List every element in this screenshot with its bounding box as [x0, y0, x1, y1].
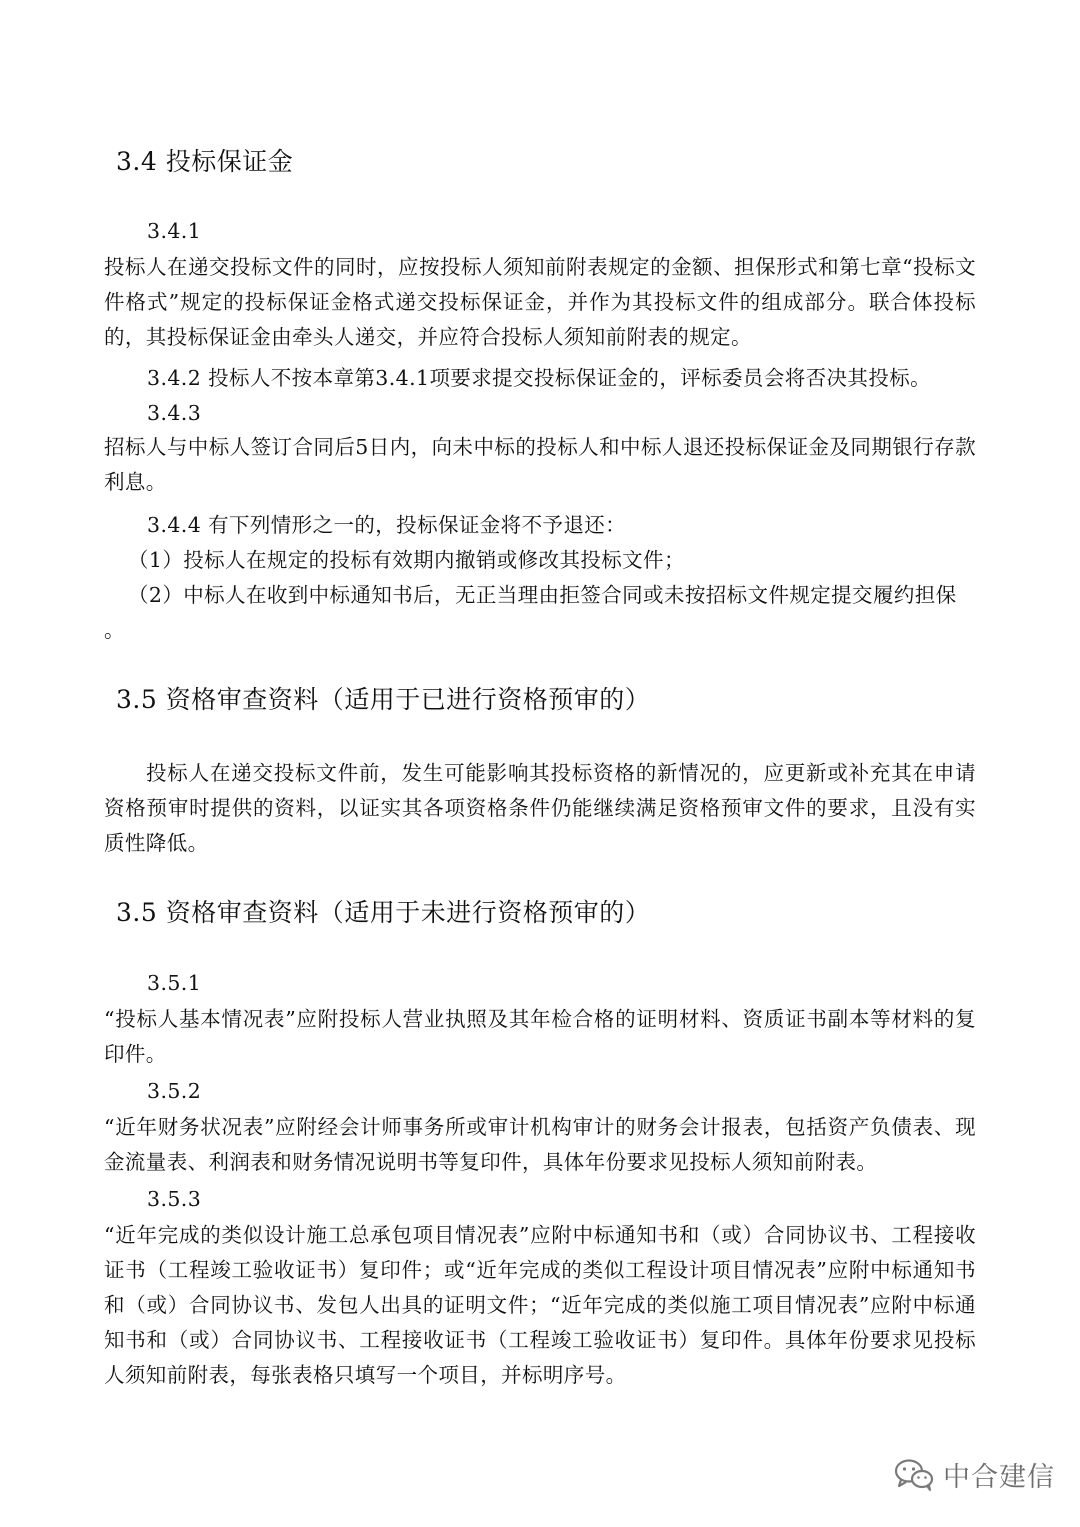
watermark-text: 中合建信 — [943, 1462, 1055, 1493]
clause-3-5-3-text: “近年完成的类似设计施工总承包项目情况表”应附中标通知书和（或）合同协议书、工程接收证书（工程竣工验收证书）复印件；或“近年完成的类似工程设计项目情况表”应附中标通知书和（或）合同协议书、发包人出具的证明文件；“近年完成的类似施工项目情况表”应附中标通知书和（或）合同协议书、工程接收证书（工程竣工验收证书）复印件。具体年份要求见投标人须知前附表，每张表格只填写一个项目，并标明序号。 — [104, 1223, 976, 1387]
clause-3-5-1-text: “投标人基本情况表”应附投标人营业执照及其年检合格的证明材料、资质证书副本等材料的复印件。 — [104, 1007, 976, 1066]
section-3-4-heading: 3.4 投标保证金 — [116, 147, 294, 176]
clause-3-4-4-item-2-end: 。 — [104, 618, 125, 642]
clause-3-4-4-item-2: （2）中标人在收到中标通知书后，无正当理由拒签合同或未按招标文件规定提交履约担保 — [128, 583, 957, 607]
clause-3-4-4-item-1: （1）投标人在规定的投标有效期内撤销或修改其投标文件； — [128, 548, 685, 572]
clause-3-4-3-text: 招标人与中标人签订合同后5日内，向未中标的投标人和中标人退还投标保证金及同期银行存款利息。 — [104, 435, 976, 494]
watermark — [893, 1455, 1055, 1494]
clause-3-4-2-text: 3.4.2 投标人不按本章第3.4.1项要求提交投标保证金的，评标委员会将否决其投标。 — [147, 366, 932, 390]
clause-3-4-4-text: 3.4.4 有下列情形之一的，投标保证金将不予退还： — [147, 513, 627, 537]
clause-3-4-1-text: 投标人在递交投标文件的同时，应按投标人须知前附表规定的金额、担保形式和第七章“投标文件格式”规定的投标保证金格式递交投标保证金，并作为其投标文件的组成部分。联合体投标的，其投标保证金由牵头人递交，并应符合投标人须知前附表的规定。 — [104, 255, 976, 349]
section-3-5-prequalified-heading: 3.5 资格审查资料（适用于已进行资格预审的） — [116, 685, 651, 714]
clause-3-4-1-number: 3.4.1 — [147, 219, 202, 243]
clause-3-5-3-number: 3.5.3 — [147, 1187, 202, 1211]
clause-3-4-3-number: 3.4.3 — [147, 401, 202, 425]
clause-3-5-1-number: 3.5.1 — [147, 971, 202, 995]
section-3-5-non-prequalified-heading: 3.5 资格审查资料（适用于未进行资格预审的） — [116, 898, 651, 927]
section-3-5-prequalified-text: 投标人在递交投标文件前，发生可能影响其投标资格的新情况的，应更新或补充其在申请资格预审时提供的资料，以证实其各项资格条件仍能继续满足资格预审文件的要求，且没有实质性降低。 — [104, 761, 976, 855]
clause-3-5-2-text: “近年财务状况表”应附经会计师事务所或审计机构审计的财务会计报表，包括资产负债表、现金流量表、利润表和财务情况说明书等复印件，具体年份要求见投标人须知前附表。 — [104, 1115, 976, 1174]
wechat-icon — [893, 1457, 935, 1493]
clause-3-5-2-number: 3.5.2 — [147, 1079, 202, 1103]
